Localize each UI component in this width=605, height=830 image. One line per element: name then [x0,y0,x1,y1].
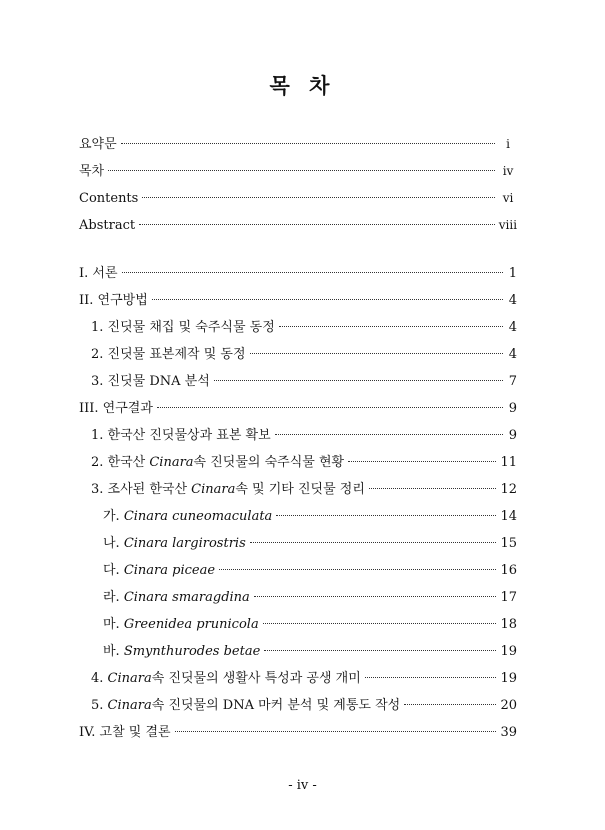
page-title: 목 차 [269,73,336,98]
dot-leader [369,488,497,489]
toc-label: 1. 한국산 진딧물상과 표본 확보 [91,428,271,443]
toc-label: 1. 진딧물 채집 및 숙주식물 동정 [91,320,275,335]
label-prefix: 가. [103,509,124,524]
toc-page-number: 16 [500,563,517,578]
toc-label [103,642,260,662]
dot-leader [157,407,503,408]
toc-entry-abstract[interactable] [79,215,517,235]
dot-leader [139,224,495,225]
label-suffix: 속 진딧물의 DNA 마커 분석 및 계통도 작성 [151,698,401,713]
toc-label: 2. 진딧물 표본제작 및 동정 [91,347,246,362]
toc-label [103,561,215,581]
toc-entry-methods-2[interactable] [91,345,517,365]
toc-label: IV. 고찰 및 결론 [79,725,171,740]
dot-leader [279,326,503,327]
label-italic: Cinara [191,482,236,497]
toc-label [103,534,246,554]
label-italic: Greenidea prunicola [123,617,259,632]
dot-leader [175,731,497,732]
toc-entry-introduction[interactable] [79,264,517,284]
label-suffix: 속 및 기타 진딧물 정리 [235,482,365,497]
label-suffix: 속 진딧물의 생활사 특성과 공생 개미 [151,671,361,686]
label-prefix: 라. [103,590,124,605]
toc-page-number: 12 [500,482,517,497]
toc-entry-species-ga[interactable] [103,507,517,527]
toc-label: II. 연구방법 [79,293,148,308]
toc-entry-results-2[interactable] [91,453,517,473]
toc-entry-species-da[interactable] [103,561,517,581]
dot-leader [276,515,496,516]
toc-page-number: 4 [508,347,517,362]
label-prefix: 마. [103,617,124,632]
page-footer-number: - ⅳ - [288,778,317,793]
toc-label: 목차 [79,164,105,179]
label-prefix: 5. [91,698,108,713]
toc-label [91,453,344,473]
label-prefix: 바. [103,644,124,659]
toc-entry-results-5[interactable] [91,696,517,716]
toc-entry-methods[interactable] [79,291,517,311]
toc-entry-results[interactable] [79,399,517,419]
label-prefix: 3. 조사된 한국산 [91,482,192,497]
dot-leader [122,272,503,273]
toc-page-number: 4 [508,293,517,308]
toc-page-number: 19 [500,671,517,686]
toc-label [103,588,250,608]
label-italic: Cinara largirostris [123,536,246,551]
toc-page-number: 20 [500,698,517,713]
toc-entry-discussion[interactable] [79,723,517,743]
dot-leader [275,434,503,435]
label-suffix: 속 진딧물의 숙주식물 현황 [193,455,345,470]
dot-leader [263,623,497,624]
toc-label: 3. 진딧물 DNA 분석 [91,374,210,389]
dot-leader [348,461,496,462]
dot-leader [121,143,495,144]
label-italic: Cinara [107,671,152,686]
toc-page-number: 14 [500,509,517,524]
toc-entry-methods-3[interactable] [91,372,517,392]
dot-leader [264,650,496,651]
dot-leader [250,542,497,543]
toc-entry-species-na[interactable] [103,534,517,554]
dot-leader [250,353,503,354]
toc-label [91,480,365,500]
label-prefix: 나. [103,536,124,551]
label-italic: Cinara [149,455,194,470]
toc-entry-species-ra[interactable] [103,588,517,608]
toc-label [103,615,259,635]
toc-label: Contents [79,191,139,206]
dot-leader [219,569,496,570]
toc-label: III. 연구결과 [79,401,153,416]
dot-leader [152,299,503,300]
dot-leader [108,170,495,171]
toc-page-number: 9 [508,401,517,416]
label-italic: Cinara cuneomaculata [123,509,273,524]
toc-page-number: 1 [508,266,517,281]
toc-entry-species-ba[interactable] [103,642,517,662]
label-prefix: 4. [91,671,108,686]
toc-page-number: ⅷ [498,218,517,232]
toc-page-number: 15 [500,536,517,551]
toc-entry-contents-en[interactable] [79,188,517,208]
label-prefix: 다. [103,563,124,578]
toc-page-number: 18 [500,617,517,632]
toc-label: 요약문 [79,137,117,152]
toc-page-number: 39 [500,725,517,740]
toc-page-number: ⅵ [502,191,514,205]
toc-entry-contents-ko[interactable] [79,161,517,181]
label-prefix: 2. 한국산 [91,455,150,470]
toc-label [91,669,361,689]
toc-entry-results-1[interactable] [91,426,517,446]
toc-page-number: i [506,137,510,151]
label-italic: Cinara piceae [123,563,216,578]
toc-entry-results-3[interactable] [91,480,517,500]
toc-page-number: 17 [500,590,517,605]
toc-page-number: 4 [508,320,517,335]
dot-leader [142,197,495,198]
toc-page-number: 9 [508,428,517,443]
toc-label [103,507,272,527]
dot-leader [214,380,503,381]
dot-leader [254,596,497,597]
toc-page-number: ⅳ [502,164,514,178]
toc-entry-results-4[interactable] [91,669,517,689]
dot-leader [365,677,497,678]
label-italic: Cinara smaragdina [123,590,250,605]
toc-label [91,696,400,716]
toc-page-number: 7 [508,374,517,389]
label-italic: Smynthurodes betae [123,644,261,659]
dot-leader [404,704,496,705]
toc-entry-species-ma[interactable] [103,615,517,635]
label-italic: Cinara [107,698,152,713]
toc-label: I. 서론 [79,266,118,281]
toc-entry-summary[interactable] [79,134,517,154]
toc-entry-methods-1[interactable] [91,318,517,338]
toc-page-number: 19 [500,644,517,659]
toc-label: Abstract [79,218,136,233]
toc-page-number: 11 [500,455,517,470]
